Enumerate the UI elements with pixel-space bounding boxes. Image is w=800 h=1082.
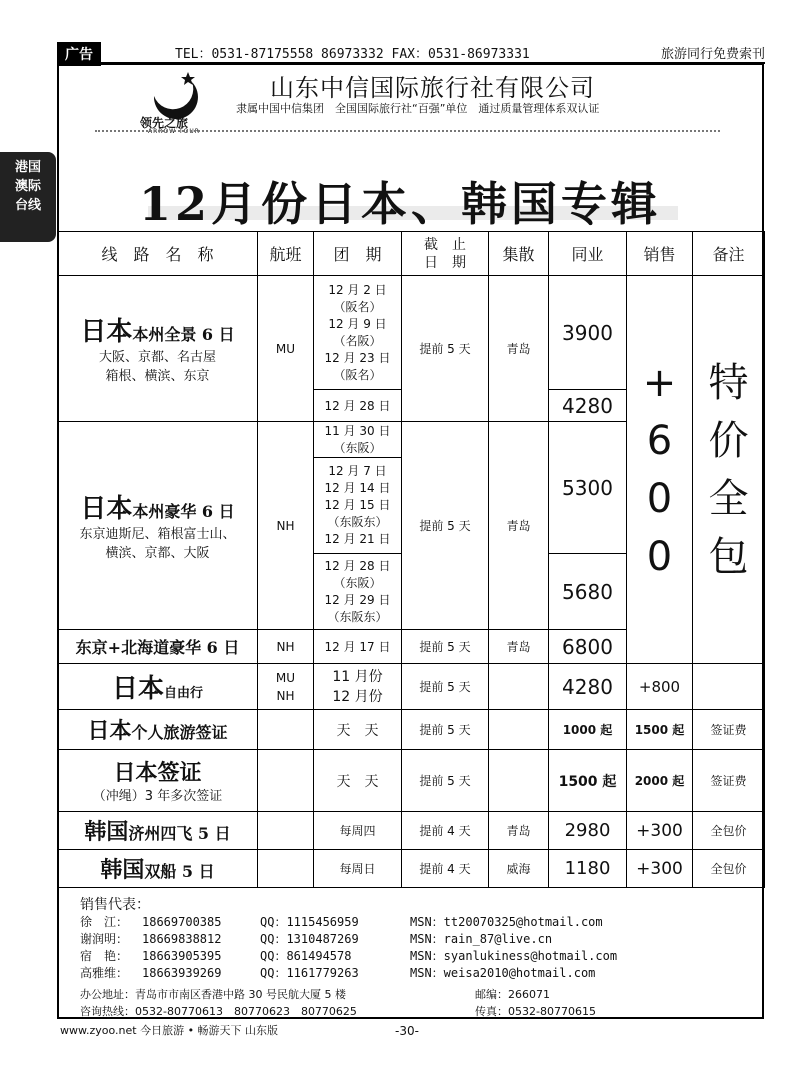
ad-label: 广告 [57, 42, 101, 66]
route-title: 日本自由行 [111, 674, 204, 704]
hub-cell [489, 750, 549, 812]
hub-cell: 青岛 [489, 422, 549, 630]
trade-price-cell: 5300 [549, 422, 627, 554]
rep-qq: QQ：1161779263 [260, 966, 359, 980]
rep-qq: QQ：1310487269 [260, 932, 359, 946]
route-cell [58, 422, 258, 630]
col-flight: 航班 [258, 232, 314, 276]
table-row [58, 664, 765, 710]
trade-price-cell: 1180 [549, 850, 627, 888]
dates-cell: 11 月 30 日 （东阪） [314, 422, 402, 458]
side-tab-line: 港国 [14, 160, 41, 175]
rep-phone: 18663905395 [142, 949, 222, 963]
rep-qq: QQ：861494578 [260, 949, 352, 963]
deadline-cell: 提前 5 天 [402, 276, 489, 422]
dates-cell: 每周四 [314, 812, 402, 850]
hub-cell [489, 710, 549, 750]
note-cell: 签证费 [693, 710, 765, 750]
rep-phone: 18663939269 [142, 966, 222, 980]
table-row [58, 850, 765, 888]
route-title: 韩国双船 5 日 [100, 857, 215, 883]
trade-price-cell: 4280 [549, 664, 627, 710]
contact-phone: TEL：0531-87175558 86973332 FAX：0531-86973331 [175, 47, 530, 62]
deadline-cell: 提前 5 天 [402, 750, 489, 812]
page-headline: 12月份日本、韩国专辑 [138, 177, 661, 231]
trade-price-cell: 6800 [549, 630, 627, 664]
table-row [58, 750, 765, 812]
flight-cell [258, 850, 314, 888]
rep-name: 宿 艳： [80, 949, 129, 963]
route-cell [58, 664, 258, 710]
deadline-cell: 提前 5 天 [402, 710, 489, 750]
hub-cell: 威海 [489, 850, 549, 888]
top-bar [57, 42, 765, 64]
sale-cell: +300 [627, 812, 693, 850]
footer-site: www.zyoo.net 今日旅游 • 畅游天下 山东版 [60, 1024, 279, 1037]
flight-cell: NH [258, 422, 314, 630]
note-cell: 签证费 [693, 750, 765, 812]
note-cell [693, 664, 765, 710]
company-name: 山东中信国际旅行社有限公司 [270, 74, 595, 102]
deadline-cell: 提前 5 天 [402, 664, 489, 710]
route-desc: 大阪、京都、名古屋 [98, 350, 216, 365]
dates-cell: 12 月 17 日 [314, 630, 402, 664]
col-deadline: 截 止 日 期 [402, 232, 489, 276]
rep-row [80, 948, 617, 965]
trade-price-cell: 2980 [549, 812, 627, 850]
table-row [58, 276, 765, 390]
sale-surcharge-cell: + 6 0 0 [627, 276, 693, 664]
page-number: -30- [395, 1024, 419, 1038]
rep-msn: MSN：rain_87@live.cn [410, 932, 553, 946]
postcode: 邮编：266071 [475, 988, 550, 1001]
rep-row [80, 965, 617, 982]
dates-cell: 11 月份 12 月份 [314, 664, 402, 710]
route-desc: 横滨、京都、大阪 [105, 546, 210, 561]
flight-cell: MU NH [258, 664, 314, 710]
divider [95, 130, 720, 132]
flight-cell [258, 812, 314, 850]
route-title: 东京+北海道豪华 6 日 [58, 630, 258, 664]
col-dates: 团 期 [314, 232, 402, 276]
special-price-note-cell: 特 价 全 包 [693, 276, 765, 664]
flight-cell: NH [258, 630, 314, 664]
tour-price-table [57, 231, 765, 888]
route-cell [58, 276, 258, 422]
col-sale: 销售 [627, 232, 693, 276]
dates-cell: 天 天 [314, 710, 402, 750]
deadline-cell: 提前 4 天 [402, 812, 489, 850]
flight-cell: MU [258, 276, 314, 422]
dates-cell: 12 月 28 日 [314, 390, 402, 422]
sale-cell: +300 [627, 850, 693, 888]
sale-cell: 2000 起 [627, 750, 693, 812]
flight-cell [258, 710, 314, 750]
trade-price-cell: 4280 [549, 390, 627, 422]
col-trade-price: 同业 [549, 232, 627, 276]
rep-row [80, 914, 617, 931]
dates-cell: 天 天 [314, 750, 402, 812]
rep-name: 徐 江： [80, 915, 129, 929]
route-desc: 东京迪斯尼、箱根富士山、 [79, 527, 236, 542]
note-cell: 全包价 [693, 812, 765, 850]
office-address: 办公地址：青岛市市南区香港中路 30 号民航大厦 5 楼 [80, 988, 346, 1001]
sale-cell: +800 [627, 664, 693, 710]
side-tab-line: 澳际 [14, 179, 41, 194]
trade-price-cell: 5680 [549, 554, 627, 630]
dates-cell: 12 月 2 日 （阪名） 12 月 9 日 （名阪） 12 月 23 日 （阪名） [314, 276, 402, 390]
route-desc: 箱根、横滨、东京 [105, 369, 210, 384]
logo-sub: ARROW TOUR [148, 128, 200, 135]
dates-cell: 12 月 7 日 12 月 14 日 12 月 15 日 （东阪东） 12 月 21 日 [314, 458, 402, 554]
trade-price-cell: 1500 起 [549, 750, 627, 812]
table-header-row [58, 232, 765, 276]
hub-cell: 青岛 [489, 812, 549, 850]
free-catalog-note: 旅游同行免费索刊 [660, 47, 765, 62]
sale-cell: 1500 起 [627, 710, 693, 750]
route-title: 日本签证 [113, 759, 202, 786]
rep-name: 高雅维： [80, 966, 129, 980]
hotline-row [80, 1003, 617, 1020]
trade-price-cell: 1000 起 [549, 710, 627, 750]
dates-cell: 每周日 [314, 850, 402, 888]
rep-msn: MSN：weisa2010@hotmail.com [410, 966, 596, 980]
logo-name: 领先之旅 [140, 116, 189, 130]
route-title: 日本个人旅游签证 [87, 718, 228, 744]
rep-msn: MSN：tt20070325@hotmail.com [410, 915, 603, 929]
hub-cell: 青岛 [489, 630, 549, 664]
rep-msn: MSN：syanlukiness@hotmail.com [410, 949, 618, 963]
col-hub: 集散 [489, 232, 549, 276]
table-row [58, 812, 765, 850]
company-tagline: 隶属中国中信集团 全国国际旅行社“百强”单位 通过质量管理体系双认证 [236, 102, 600, 115]
route-cell [58, 710, 258, 750]
rep-name: 谢润明： [80, 932, 129, 946]
route-title: 日本本州豪华 6 日 [80, 494, 235, 524]
route-title: 韩国济州四飞 5 日 [84, 819, 231, 845]
note-cell: 全包价 [693, 850, 765, 888]
hub-cell: 青岛 [489, 276, 549, 422]
fax: 传真：0532-80770615 [475, 1005, 596, 1018]
hub-cell [489, 664, 549, 710]
hotline: 咨询热线：0532-80770613 80770623 80770625 [80, 1005, 357, 1018]
col-route: 线 路 名 称 [58, 232, 258, 276]
rep-phone: 18669838812 [142, 932, 222, 946]
rep-row [80, 931, 617, 948]
table-row [58, 710, 765, 750]
deadline-cell: 提前 4 天 [402, 850, 489, 888]
sales-reps-section [80, 897, 617, 1020]
route-desc: （冲绳）3 年多次签证 [92, 788, 223, 804]
route-cell [58, 850, 258, 888]
deadline-cell: 提前 5 天 [402, 630, 489, 664]
route-title: 日本本州全景 6 日 [80, 317, 235, 347]
route-cell [58, 812, 258, 850]
address-row [80, 986, 617, 1003]
flight-cell [258, 750, 314, 812]
dates-cell: 12 月 28 日 （东阪） 12 月 29 日 （东阪东） [314, 554, 402, 630]
rep-phone: 18669700385 [142, 915, 222, 929]
rep-qq: QQ：1115456959 [260, 915, 359, 929]
trade-price-cell: 3900 [549, 276, 627, 390]
col-note: 备注 [693, 232, 765, 276]
route-cell [58, 750, 258, 812]
side-tab-line: 台线 [14, 198, 41, 213]
deadline-cell: 提前 5 天 [402, 422, 489, 630]
reps-title: 销售代表： [80, 897, 150, 913]
